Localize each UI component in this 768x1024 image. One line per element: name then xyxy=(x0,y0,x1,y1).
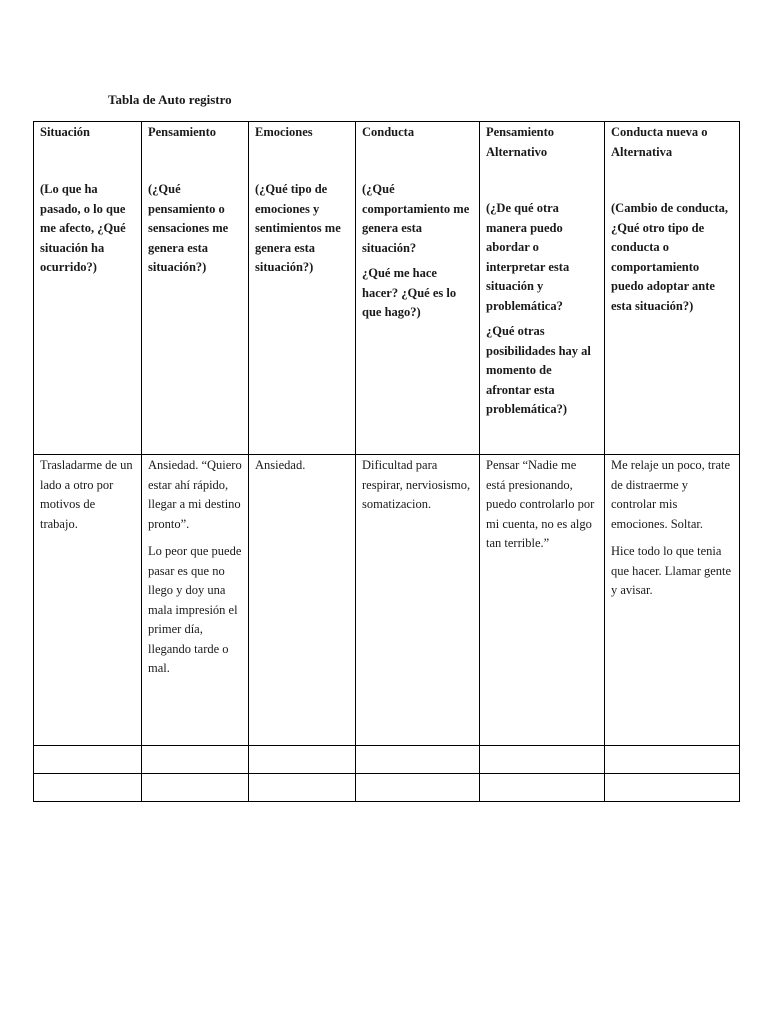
cell-text: Hice todo lo que tenia que hacer. Llamar gente y avisar. xyxy=(611,544,732,597)
cell-text: Ansiedad. xyxy=(255,458,306,472)
cell-text: Ansiedad. “Quiero estar ahí rápido, llegar a mi destino pronto”. xyxy=(148,458,242,531)
empty-cell xyxy=(480,774,605,802)
table-cell xyxy=(249,455,356,746)
header-row xyxy=(34,122,740,455)
column-prompt: ¿Qué me hace hacer? ¿Qué es lo que hago?) xyxy=(362,266,457,319)
column-prompt: (¿Qué tipo de emociones y sentimientos me genera esta situación?) xyxy=(255,182,341,274)
empty-cell xyxy=(605,774,740,802)
document-title: Tabla de Auto registro xyxy=(108,92,232,107)
empty-cell xyxy=(249,774,356,802)
empty-cell xyxy=(249,746,356,774)
empty-cell xyxy=(480,746,605,774)
column-prompt: (¿Qué comportamiento me genera esta situación? xyxy=(362,182,470,255)
header-cell-conducta-nueva xyxy=(605,122,740,455)
column-title: Pensamiento xyxy=(148,125,217,139)
table-cell xyxy=(480,455,605,746)
cell-text: Dificultad para respirar, nerviosismo, somatizacion. xyxy=(362,458,471,511)
table-cell xyxy=(142,455,249,746)
empty-table-row xyxy=(34,774,740,802)
cell-text: Pensar “Nadie me está presionando, puedo controlarlo por mi cuenta, no es algo tan terrible.” xyxy=(486,458,595,550)
column-prompt: (¿Qué pensamiento o sensaciones me genera esta situación?) xyxy=(148,182,229,274)
empty-cell xyxy=(34,746,142,774)
cell-text: Trasladarme de un lado a otro por motivos de trabajo. xyxy=(40,458,133,531)
table-cell xyxy=(34,455,142,746)
column-title: Conducta xyxy=(362,125,415,139)
column-title: Situación xyxy=(40,125,91,139)
cell-text: Me relaje un poco, trate de distraerme y controlar mis emociones. Soltar. xyxy=(611,458,731,531)
table-row xyxy=(34,455,740,746)
column-title: Emociones xyxy=(255,125,313,139)
column-prompt: (Cambio de conducta, ¿Qué otro tipo de conducta o comportamiento puedo adoptar ante esta situación?) xyxy=(611,201,729,313)
header-cell-conducta xyxy=(356,122,480,455)
empty-cell xyxy=(142,746,249,774)
empty-cell xyxy=(356,774,480,802)
empty-table-row xyxy=(34,746,740,774)
column-title: Pensamiento Alternativo xyxy=(486,125,555,159)
header-cell-situacion xyxy=(34,122,142,455)
empty-cell xyxy=(605,746,740,774)
column-prompt: ¿Qué otras posibilidades hay al momento de afrontar esta problemática?) xyxy=(486,324,591,416)
empty-cell xyxy=(142,774,249,802)
header-cell-emociones xyxy=(249,122,356,455)
column-prompt: (Lo que ha pasado, o lo que me afecto, ¿Qué situación ha ocurrido?) xyxy=(40,182,126,274)
header-cell-pensamiento-alternativo xyxy=(480,122,605,455)
empty-cell xyxy=(356,746,480,774)
column-prompt: (¿De qué otra manera puedo abordar o interpretar esta situación y problemática? xyxy=(486,201,570,313)
cell-text: Lo peor que puede pasar es que no llego y doy una mala impresión el primer día, llegando tarde o mal. xyxy=(148,544,242,675)
column-title: Conducta nueva o Alternativa xyxy=(611,125,708,159)
table-cell xyxy=(356,455,480,746)
self-register-table xyxy=(33,121,740,802)
table-cell xyxy=(605,455,740,746)
empty-cell xyxy=(34,774,142,802)
header-cell-pensamiento xyxy=(142,122,249,455)
